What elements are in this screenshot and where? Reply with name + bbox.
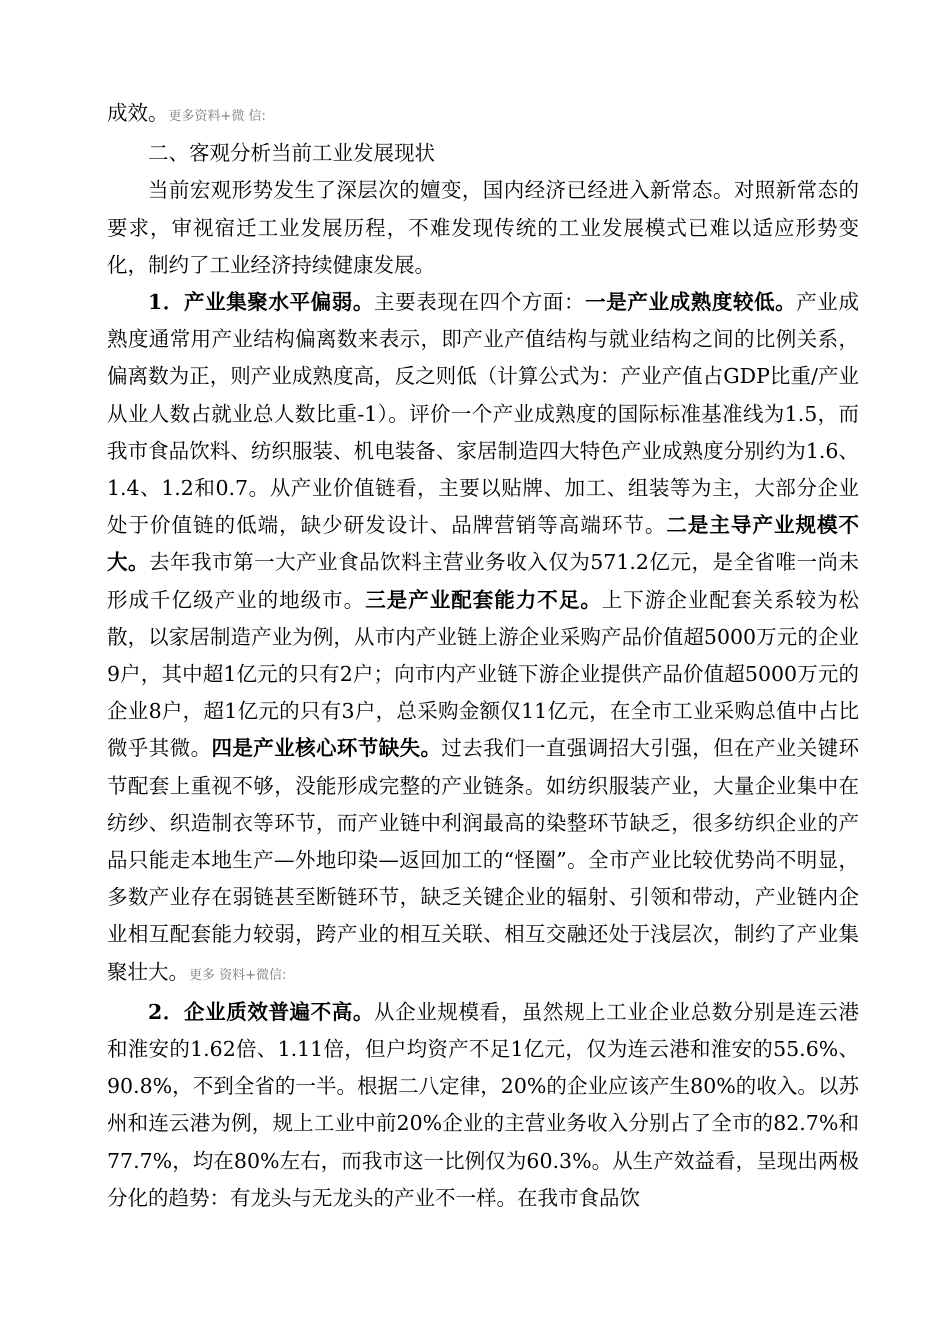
point1-sub3-title: 三是产业配套能力不足。 — [365, 587, 602, 612]
intro-text: 成效。 — [107, 101, 169, 125]
section-heading: 二、客观分析当前工业发展现状 — [148, 141, 435, 166]
point1-paragraph — [107, 284, 859, 994]
point1-intro: 主要表现在四个方面： — [374, 290, 586, 315]
point1-title: 1．产业集聚水平偏弱。 — [148, 290, 375, 315]
point2-title: 2．企业质效普遍不高。 — [148, 999, 375, 1024]
point1-sub2-title: 二是主导产业规模不大。 — [107, 513, 860, 575]
point1-note: 更多 资料+微信: — [189, 967, 287, 983]
point1-sub1-title: 一是产业成熟度较低。 — [585, 290, 797, 315]
point1-sub4-text: 过去我们一直强调招大引强，但在产业关键环节配套上重视不够，没能形成完整的产业链条。如纺织服装产业，大量企业集中在纺纱、织造制衣等环节，而产业链中利润最高的染整环节缺乏，很多纺织企业的产品只能走本地生产—外地印染—返回加工的“怪圈”。全市产业比较优势尚不明显，多数产业存在弱链甚至断链环节，缺乏关键企业的辐射、引领和带动，产业链内企业相互配套能力较弱，跨产业的相互关联、相互交融还处于浅层次，制约了产业集聚壮大。 — [107, 736, 860, 984]
point1-sub3-text: 上下游企业配套关系较为松散，以家居制造产业为例，从市内产业链上游企业采购产品价值超5000万元的企业9户，其中超1亿元的只有2户；向市内产业链下游企业提供产品价值超5000万元的企业8户，超1亿元的只有3户，总采购金额仅11亿元，在全市工业采购总值中占比微乎其微。 — [107, 587, 860, 761]
overview-paragraph: 当前宏观形势发生了深层次的嬗变，国内经济已经进入新常态。对照新常态的要求，审视宿迁工业发展历程，不难发现传统的工业发展模式已难以适应形势变化，制约了工业经济持续健康发展。 — [107, 178, 859, 277]
point2-text: 从企业规模看，虽然规上工业企业总数分别是连云港和淮安的1.62倍、1.11倍，但户均资产不足1亿元，仅为连云港和淮安的55.6%、90.8%，不到全省的一半。根据二八定律，20%的企业应该产生80%的收入。以苏州和连云港为例，规上工业中前20%企业的主营业务收入分别占了全市的82.7%和77.7%，均在80%左右，而我市这一比例仅为60.3%。从生产效益看，呈现出两极分化的趋势：有龙头与无龙头的产业不一样。在我市食品饮 — [107, 999, 860, 1210]
point1-sub2-text: 去年我市第一大产业食品饮料主营业务收入仅为571.2亿元，是全省唯一尚未形成千亿级产业的地级市。 — [107, 550, 860, 612]
point1-sub1-text: 产业成熟度通常用产业结构偏离数来表示，即产业产值结构与就业结构之间的比例关系，偏离数为正，则产业成熟度高，反之则低（计算公式为：产业产值占GDP比重/产业从业人数占就业总人数比重-1）。评价一个产业成熟度的国际标准基准线为1.5，而我市食品饮料、纺织服装、机电装备、家居制造四大特色产业成熟度分别约为1.6、1.4、1.2和0.7。从产业价值链看，主要以贴牌、加工、组装等为主，大部分企业处于价值链的低端，缺少研发设计、品牌营销等高端环节。 — [107, 290, 860, 538]
intro-line — [107, 95, 859, 135]
document-page — [107, 95, 859, 1217]
point1-sub4-title: 四是产业核心环节缺失。 — [211, 736, 442, 761]
intro-note: 更多资料+微 信: — [168, 109, 266, 124]
point2-paragraph — [107, 994, 859, 1217]
